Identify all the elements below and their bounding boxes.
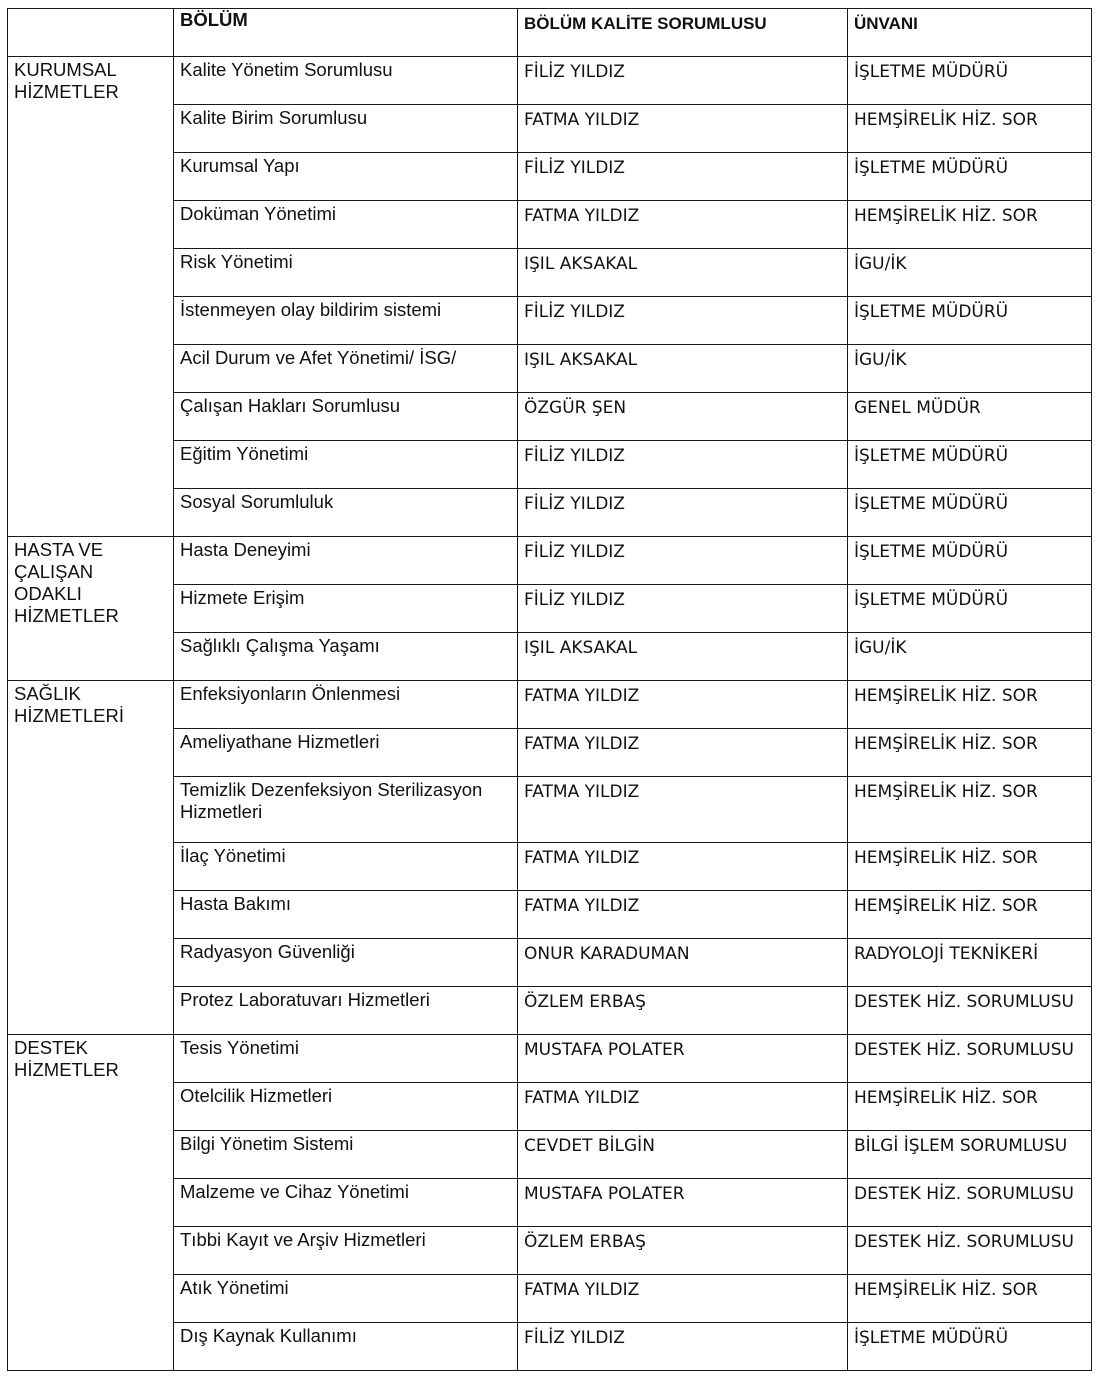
group-label: HASTA VE ÇALIŞAN ODAKLI HİZMETLER [8,537,174,681]
responsible-person-cell: FATMA YILDIZ [518,843,848,891]
responsible-person-cell: FATMA YILDIZ [518,891,848,939]
title-cell: DESTEK HİZ. SORUMLUSU [848,1035,1092,1083]
section-cell: Protez Laboratuvarı Hizmetleri [174,987,518,1035]
responsible-person-cell: FATMA YILDIZ [518,1083,848,1131]
responsible-person-cell: CEVDET BİLGİN [518,1131,848,1179]
header-quality-responsible: BÖLÜM KALİTE SORUMLUSU [518,9,848,57]
title-cell: İŞLETME MÜDÜRÜ [848,1323,1092,1371]
title-cell: İGU/İK [848,633,1092,681]
title-cell: DESTEK HİZ. SORUMLUSU [848,1179,1092,1227]
section-cell: Otelcilik Hizmetleri [174,1083,518,1131]
section-cell: Kalite Birim Sorumlusu [174,105,518,153]
title-cell: HEMŞİRELİK HİZ. SOR [848,729,1092,777]
quality-responsibility-table [7,8,1092,1371]
responsible-person-cell: FİLİZ YILDIZ [518,297,848,345]
title-cell: DESTEK HİZ. SORUMLUSU [848,1227,1092,1275]
title-cell: RADYOLOJİ TEKNİKERİ [848,939,1092,987]
section-cell: Sağlıklı Çalışma Yaşamı [174,633,518,681]
responsible-person-cell: ONUR KARADUMAN [518,939,848,987]
responsible-person-cell: FİLİZ YILDIZ [518,489,848,537]
responsible-person-cell: MUSTAFA POLATER [518,1179,848,1227]
title-cell: HEMŞİRELİK HİZ. SOR [848,891,1092,939]
section-cell: Temizlik Dezenfeksiyon Sterilizasyon Hizmetleri [174,777,518,843]
section-cell: Çalışan Hakları Sorumlusu [174,393,518,441]
responsible-person-cell: ÖZGÜR ŞEN [518,393,848,441]
title-cell: İŞLETME MÜDÜRÜ [848,585,1092,633]
responsible-person-cell: FİLİZ YILDIZ [518,57,848,105]
title-cell: İŞLETME MÜDÜRÜ [848,297,1092,345]
section-cell: Risk Yönetimi [174,249,518,297]
section-cell: Atık Yönetimi [174,1275,518,1323]
section-cell: İlaç Yönetimi [174,843,518,891]
responsible-person-cell: FATMA YILDIZ [518,681,848,729]
responsible-person-cell: FATMA YILDIZ [518,777,848,843]
group-label: DESTEK HİZMETLER [8,1035,174,1371]
group-label: KURUMSAL HİZMETLER [8,57,174,537]
section-cell: Bilgi Yönetim Sistemi [174,1131,518,1179]
title-cell: İŞLETME MÜDÜRÜ [848,537,1092,585]
table-header-row [8,9,1092,57]
table-row [8,537,1092,585]
responsible-person-cell: ÖZLEM ERBAŞ [518,1227,848,1275]
responsible-person-cell: IŞIL AKSAKAL [518,633,848,681]
header-section: BÖLÜM [174,9,518,57]
title-cell: HEMŞİRELİK HİZ. SOR [848,1083,1092,1131]
section-cell: Hizmete Erişim [174,585,518,633]
title-cell: İŞLETME MÜDÜRÜ [848,441,1092,489]
responsible-person-cell: FİLİZ YILDIZ [518,537,848,585]
section-cell: Tıbbi Kayıt ve Arşiv Hizmetleri [174,1227,518,1275]
responsible-person-cell: FİLİZ YILDIZ [518,153,848,201]
title-cell: HEMŞİRELİK HİZ. SOR [848,843,1092,891]
section-cell: Hasta Deneyimi [174,537,518,585]
section-cell: Doküman Yönetimi [174,201,518,249]
title-cell: İGU/İK [848,345,1092,393]
title-cell: İŞLETME MÜDÜRÜ [848,489,1092,537]
title-cell: İŞLETME MÜDÜRÜ [848,153,1092,201]
title-cell: İŞLETME MÜDÜRÜ [848,57,1092,105]
header-group-cell [8,9,174,57]
title-cell: DESTEK HİZ. SORUMLUSU [848,987,1092,1035]
table-row [8,57,1092,105]
section-cell: Acil Durum ve Afet Yönetimi/ İSG/ [174,345,518,393]
table-row [8,1035,1092,1083]
table-body [8,57,1092,1371]
responsible-person-cell: IŞIL AKSAKAL [518,345,848,393]
group-label: SAĞLIK HİZMETLERİ [8,681,174,1035]
title-cell: GENEL MÜDÜR [848,393,1092,441]
section-cell: Radyasyon Güvenliği [174,939,518,987]
responsible-person-cell: FATMA YILDIZ [518,201,848,249]
header-title: ÜNVANI [848,9,1092,57]
title-cell: İGU/İK [848,249,1092,297]
section-cell: Tesis Yönetimi [174,1035,518,1083]
section-cell: Hasta Bakımı [174,891,518,939]
section-cell: Kurumsal Yapı [174,153,518,201]
section-cell: Eğitim Yönetimi [174,441,518,489]
section-cell: Sosyal Sorumluluk [174,489,518,537]
responsible-person-cell: FATMA YILDIZ [518,1275,848,1323]
responsible-person-cell: FATMA YILDIZ [518,729,848,777]
responsible-person-cell: IŞIL AKSAKAL [518,249,848,297]
title-cell: HEMŞİRELİK HİZ. SOR [848,105,1092,153]
title-cell: HEMŞİRELİK HİZ. SOR [848,777,1092,843]
section-cell: Dış Kaynak Kullanımı [174,1323,518,1371]
responsible-person-cell: MUSTAFA POLATER [518,1035,848,1083]
section-cell: Malzeme ve Cihaz Yönetimi [174,1179,518,1227]
table-row [8,681,1092,729]
responsible-person-cell: ÖZLEM ERBAŞ [518,987,848,1035]
responsible-person-cell: FİLİZ YILDIZ [518,441,848,489]
section-cell: Enfeksiyonların Önlenmesi [174,681,518,729]
responsible-person-cell: FİLİZ YILDIZ [518,585,848,633]
title-cell: HEMŞİRELİK HİZ. SOR [848,201,1092,249]
title-cell: HEMŞİRELİK HİZ. SOR [848,681,1092,729]
responsible-person-cell: FİLİZ YILDIZ [518,1323,848,1371]
title-cell: BİLGİ İŞLEM SORUMLUSU [848,1131,1092,1179]
section-cell: İstenmeyen olay bildirim sistemi [174,297,518,345]
responsible-person-cell: FATMA YILDIZ [518,105,848,153]
section-cell: Kalite Yönetim Sorumlusu [174,57,518,105]
title-cell: HEMŞİRELİK HİZ. SOR [848,1275,1092,1323]
section-cell: Ameliyathane Hizmetleri [174,729,518,777]
